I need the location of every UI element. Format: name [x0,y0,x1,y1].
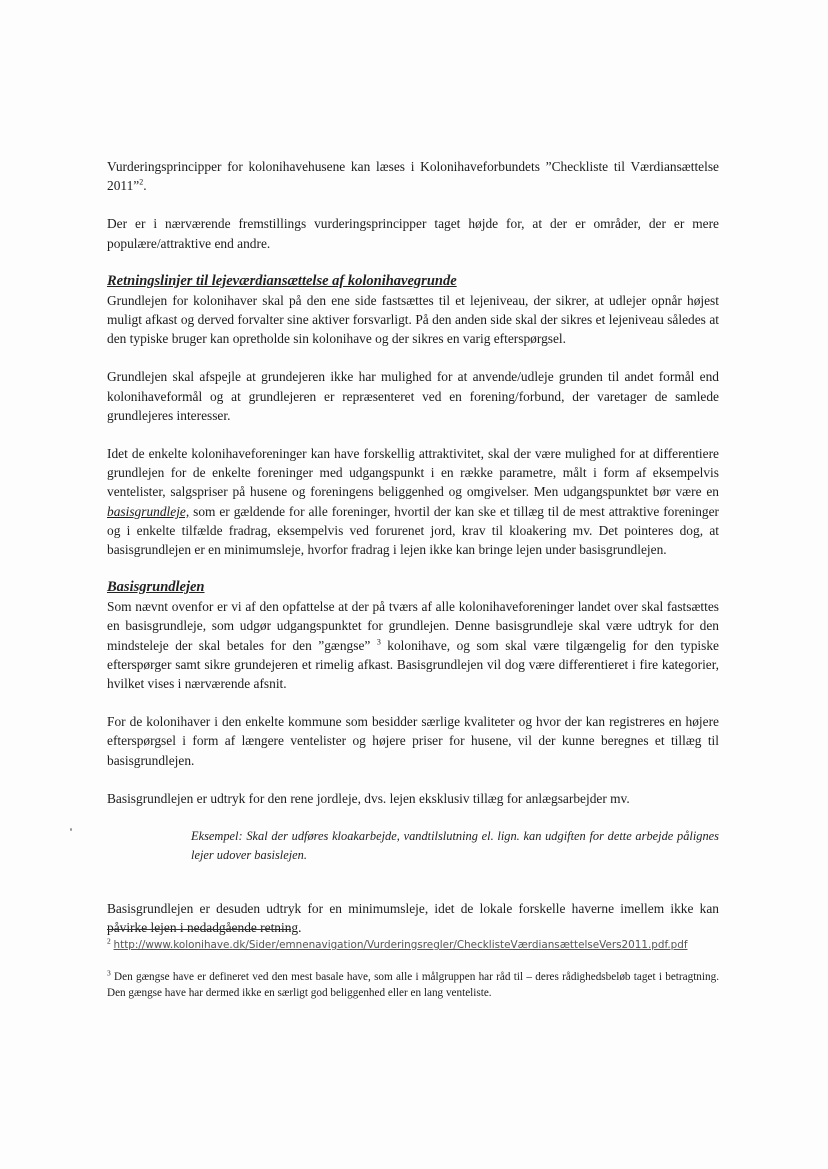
section-heading-guidelines: Retningslinjer til lejeværdiansættelse af kolonihavegrunde [107,272,457,289]
footnote-link[interactable]: http://www.kolonihave.dk/Sider/emnenavigation/Vurderingsregler/ChecklisteVærdiansættelseVers2011.pdf.pdf [113,939,688,951]
footnote-number-3: 3 [107,968,111,978]
footnote-2 [107,937,719,953]
guidelines-paragraph-2: Grundlejen skal afspejle at grundejeren ikke har mulighed for at anvende/udleje grunden til andet formål end kolonihaveformål og at grundlejeren er repræsenteret ved en forening/forbund, der varetager de samlede grundlejeres interesser. [107,369,719,423]
footnote-3-text: Den gængse have er defineret ved den mest basale have, som alle i målgruppen har råd til – deres rådighedsbeløb taget i betragtning. Den gængse have har dermed ikke en særligt god beliggenhed eller en lang venteliste. [107,971,719,999]
intro-paragraph: Vurderingsprincipper for kolonihavehusene kan læses i Kolonihaveforbundets ”Checkliste til Værdiansættelse 2011”$^2$. [107,159,719,194]
guidelines-paragraph-1: Grundlejen for kolonihaver skal på den ene side fastsættes til et lejeniveau, der sikrer, at udlejer opnår højest muligt afkast og derved forvalter sine aktiver forsvarligt. På den anden side skal der sikres et lejeniveau således at den typiske bruger kan opretholde sin kolonihave og der sikres en varig efterspørgsel. [107,292,719,347]
considerations-paragraph: Der er i nærværende fremstillings vurderingsprincipper taget højde for, at der er områder, der er mere populære/attraktive end andre. [107,216,719,251]
footnote-ref-3[interactable]: 3 [376,637,381,647]
section-heading-basisgrundlejen: Basisgrundlejen [107,579,205,596]
guidelines-paragraph-3: Idet de enkelte kolonihaveforeninger kan have forskellig attraktivitet, skal der være mulighed for at differentiere grundlejen for de enkelte foreninger med udgangspunkt i en række parametre, målt i form af eksempelvis ventelister, salgspriser på husene og foreningens beliggenhed og omgivelser. Men udgangspunktet bør være en basisgrundleje, som er gældende for alle foreninger, hvortil der kan ske et tillæg til de mest attraktive foreninger og i enkelte tilfælde fradrag, eksempelvis ved forurenet jord, krav til kloakering mv. Det pointeres dog, at basisgrundlejen er en minimumsleje, hvorfor fradrag i lejen ikke kan bringe lejen under basisgrundlejen. [107,446,719,558]
footnote-separator [107,929,291,930]
footnote-3 [107,969,719,1001]
basisgrundleje-term: basisgrundleje, [107,503,190,519]
scan-speck [70,828,72,831]
basis-paragraph-3: Basisgrundlejen er udtryk for den rene jordleje, dvs. lejen eksklusiv tillæg for anlægsarbejder mv. [107,790,630,806]
basis-paragraph-4: Basisgrundlejen er desuden udtryk for en minimumsleje, idet de lokale forskelle haverne imellem ikke kan påvirke lejen i nedadgående retning. [107,901,719,936]
example-box: Eksempel: Skal der udføres kloakarbejde, vandtilslutning el. lign. kan udgiften for dette arbejde pålignes lejer udover basislejen. [191,829,719,863]
footnote-ref-2[interactable]: 2 [139,177,144,187]
footnote-number-2: 2 [107,936,111,946]
basis-paragraph-1: Som nævnt ovenfor er vi af den opfattelse at der på tværs af alle kolonihaveforeninger landet over skal fastsættes en basisgrundleje, som udgør udgangspunktet for grundlejen. Denne basisgrundleje skal være udtryk for den mindsteleje der skal betales for den ”gængse” $^3$ kolonihave, og som skal være tilgængelig for den typiske efterspørger samt sikre grundejeren et rimelig afkast. Basisgrundlejen vil dog være differentieret i fire kategorier, hvilket vises i nærværende afsnit. [107,599,719,692]
basis-paragraph-2: For de kolonihaver i den enkelte kommune som besidder særlige kvaliteter og hvor der kan registreres en højere efterspørgsel i form af længere ventelister og højere priser for husene, vil der kunne beregnes et tillæg til basisgrundlejen. [107,714,719,768]
document-body [107,157,719,937]
